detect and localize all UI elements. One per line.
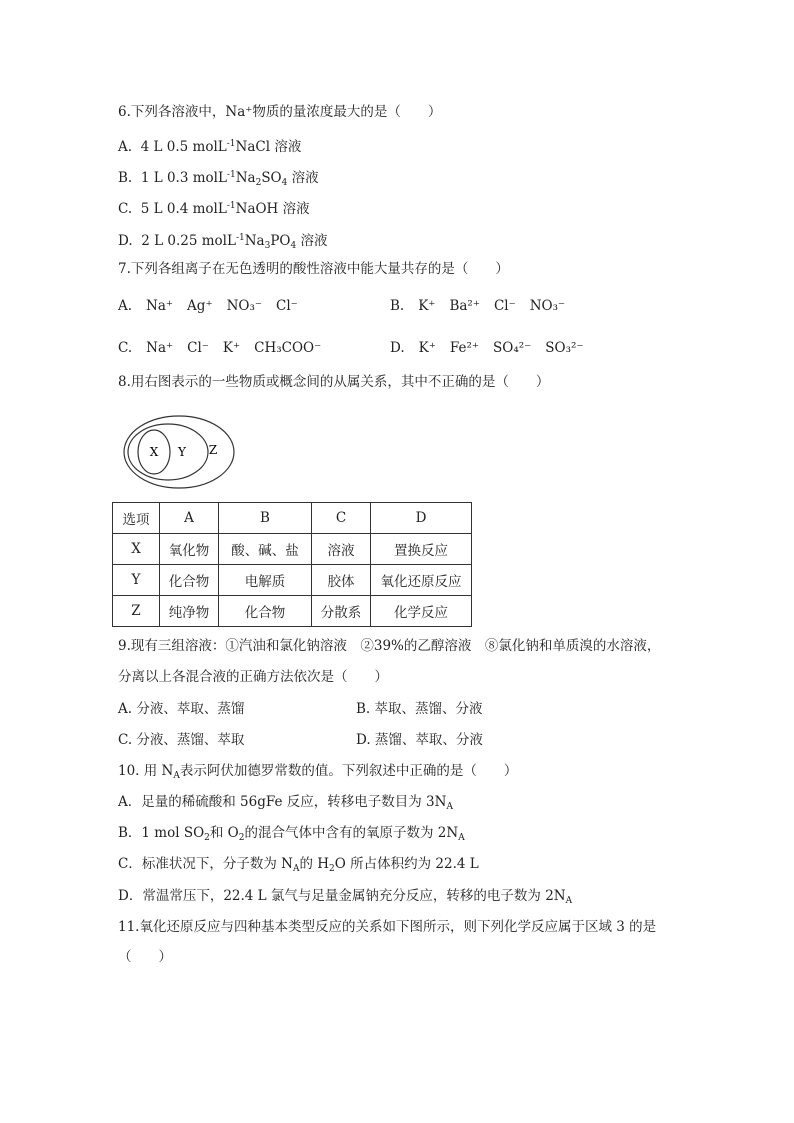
table-cell: 电解质 (219, 565, 312, 596)
table-cell: 分散系 (312, 596, 371, 627)
q10-option-a: A．足量的稀硫酸和 56gFe 反应，转移电子数目为 $3N_A$ (118, 794, 453, 812)
q9-option-b: B. 萃取、蒸馏、分液 (356, 701, 483, 717)
table-cell: 胶体 (312, 565, 371, 596)
table-row (113, 596, 472, 627)
table-cell: 氧化物 (160, 534, 219, 565)
q7-option-a: A. Na⁺ Ag⁺ NO₃⁻ Cl⁻ (118, 298, 298, 314)
q6-option-a: A. 4 L 0.5 molL$^{-1}$NaCl 溶液 (118, 139, 302, 155)
q6-option-d: D. 2 L 0.25 $molL^{-1}Na_3PO_4$ 溶液 (118, 233, 328, 251)
table-row (113, 534, 472, 565)
venn-diagram (122, 412, 240, 492)
q7-option-b: B. K⁺ Ba²⁺ Cl⁻ NO₃⁻ (390, 298, 566, 314)
q10-option-c: C．标准状况下，分子数为 $N_A$的 $H_2O$ 所占体积约为 22.4 L (118, 856, 479, 874)
q10-option-b: B．1 mol $SO_2$和 $O_2$的混合气体中含有的氧原子数为 $2N_A$ (118, 825, 465, 843)
q10-stem: 10. 用 $N_A$表示阿伏加德罗常数的值。下列叙述中正确的是（ ） (118, 763, 518, 781)
table-cell: A (160, 503, 219, 534)
table-cell: 化合物 (219, 596, 312, 627)
label-y: Y (178, 445, 186, 459)
table-cell: 化合物 (160, 565, 219, 596)
q10-option-d: D．常温常压下，22.4 L 氯气与足量金属钠充分反应，转移的电子数为 $2N_A$ (118, 888, 573, 906)
q7-option-d: D. K⁺ Fe²⁺ SO₄²⁻ SO₃²⁻ (390, 340, 584, 356)
q6-option-b: B. 1 L 0.3 $molL^{-1}Na_2SO_4$ 溶液 (118, 170, 319, 188)
table-cell: 氧化还原反应 (371, 565, 472, 596)
q7-option-c: C. Na⁺ Cl⁻ K⁺ CH₃COO⁻ (118, 340, 322, 356)
table-header-row (113, 503, 472, 534)
table-cell: Z (113, 596, 160, 627)
table-cell: 化学反应 (371, 596, 472, 627)
table-cell: X (113, 534, 160, 565)
table-cell: 溶液 (312, 534, 371, 565)
q9-stem-line1: 9.现有三组溶液：①汽油和氯化钠溶液 ②39%的乙醇溶液 ⑧氯化钠和单质溴的水溶液， (118, 638, 661, 654)
table-row (113, 565, 472, 596)
table-cell: C (312, 503, 371, 534)
q11-stem-line2: （ ） (118, 949, 172, 965)
q7-stem: 7.下列各组离子在无色透明的酸性溶液中能大量共存的是（ ） (118, 261, 509, 277)
q8-stem: 8.用右图表示的一些物质或概念间的从属关系，其中不正确的是（ ） (118, 374, 550, 390)
table-cell: D (371, 503, 472, 534)
q8-options-table (112, 502, 472, 627)
q6-option-c: C. 5 L 0.4 molL$^{-1}$NaOH 溶液 (118, 201, 310, 217)
ellipse-y (128, 424, 208, 480)
q9-option-a: A. 分液、萃取、蒸馏 (118, 701, 245, 717)
q11-stem-line1: 11.氧化还原反应与四种基本类型反应的关系如下图所示，则下列化学反应属于区域 3 的是 (118, 919, 657, 935)
table-cell: 选项 (113, 503, 160, 534)
table-cell: 酸、碱、盐 (219, 534, 312, 565)
q6-stem: 6.下列各溶液中，Na⁺物质的量浓度最大的是（ ） (118, 104, 442, 120)
label-x: X (149, 445, 159, 459)
label-z: Z (208, 443, 218, 457)
table-cell: 置换反应 (371, 534, 472, 565)
q9-option-d: D. 蒸馏、萃取、分液 (356, 732, 483, 748)
q9-stem-line2: 分离以上各混合液的正确方法依次是（ ） (118, 669, 388, 685)
table-cell: Y (113, 565, 160, 596)
table-cell: 纯净物 (160, 596, 219, 627)
table-cell: B (219, 503, 312, 534)
q9-option-c: C. 分液、蒸馏、萃取 (118, 732, 245, 748)
